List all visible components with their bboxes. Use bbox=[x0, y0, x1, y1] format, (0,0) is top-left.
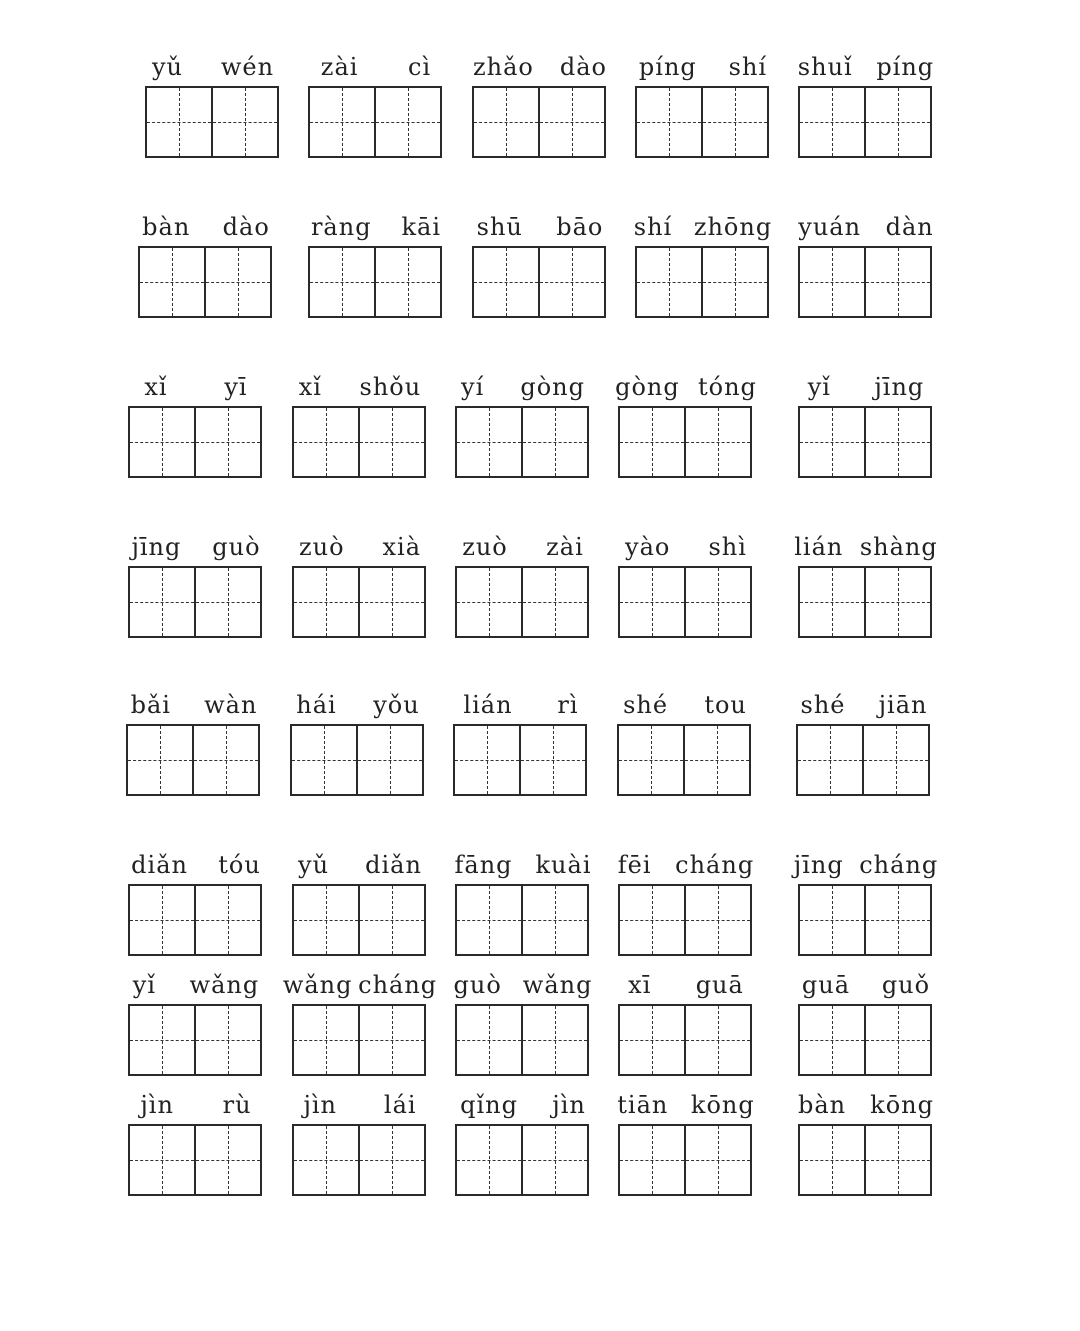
writing-grid bbox=[308, 246, 442, 318]
pinyin-syllable-1: bàn bbox=[142, 213, 191, 241]
tianzige-box[interactable] bbox=[800, 568, 864, 636]
word-item bbox=[798, 212, 934, 317]
writing-grid bbox=[455, 406, 589, 478]
pinyin-syllable-1: yào bbox=[625, 533, 671, 561]
pinyin-label bbox=[443, 532, 603, 562]
pinyin-syllable-2: dào bbox=[222, 213, 270, 241]
word-item bbox=[292, 850, 424, 955]
pinyin-syllable-2: tou bbox=[704, 691, 747, 719]
pinyin-label bbox=[786, 52, 946, 82]
pinyin-label bbox=[786, 970, 946, 1000]
writing-grid bbox=[455, 884, 589, 956]
pinyin-syllable-2: zài bbox=[546, 533, 584, 561]
tianzige-box[interactable] bbox=[374, 88, 440, 156]
pinyin-label bbox=[786, 212, 946, 242]
pinyin-syllable-2: wàn bbox=[204, 691, 258, 719]
tianzige-box[interactable] bbox=[457, 1006, 521, 1074]
writing-grid bbox=[798, 1004, 932, 1076]
tianzige-box[interactable] bbox=[310, 248, 374, 316]
tianzige-box[interactable] bbox=[194, 568, 260, 636]
pinyin-syllable-1: xǐ bbox=[144, 373, 168, 401]
pinyin-label bbox=[606, 970, 766, 1000]
tianzige-box[interactable] bbox=[800, 88, 864, 156]
pinyin-syllable-1: diǎn bbox=[131, 851, 188, 879]
pinyin-syllable-1: ràng bbox=[310, 213, 372, 241]
tianzige-box[interactable] bbox=[358, 886, 424, 954]
tianzige-box[interactable] bbox=[620, 1126, 684, 1194]
tianzige-box[interactable] bbox=[455, 726, 519, 794]
pinyin-syllable-2: kōng bbox=[690, 1091, 755, 1119]
word-item bbox=[453, 970, 593, 1075]
pinyin-label bbox=[786, 850, 946, 880]
pinyin-label bbox=[296, 52, 456, 82]
pinyin-syllable-1: zài bbox=[320, 53, 359, 81]
pinyin-label bbox=[786, 532, 946, 562]
writing-grid bbox=[635, 246, 769, 318]
tianzige-box[interactable] bbox=[294, 886, 358, 954]
tianzige-box[interactable] bbox=[864, 568, 930, 636]
writing-grid bbox=[292, 406, 426, 478]
pinyin-label bbox=[460, 212, 620, 242]
pinyin-label bbox=[133, 52, 293, 82]
tianzige-box[interactable] bbox=[194, 408, 260, 476]
pinyin-syllable-2: diǎn bbox=[365, 851, 422, 879]
pinyin-syllable-2: lái bbox=[383, 1091, 417, 1119]
writing-grid bbox=[292, 566, 426, 638]
tianzige-box[interactable] bbox=[684, 1006, 750, 1074]
tianzige-box[interactable] bbox=[800, 408, 864, 476]
pinyin-syllable-1: hái bbox=[296, 691, 337, 719]
word-item bbox=[308, 52, 440, 157]
pinyin-syllable-2: rù bbox=[222, 1091, 252, 1119]
word-item bbox=[455, 532, 587, 637]
tianzige-box[interactable] bbox=[457, 568, 521, 636]
word-item bbox=[618, 532, 750, 637]
word-item bbox=[472, 212, 604, 317]
tianzige-box[interactable] bbox=[310, 88, 374, 156]
word-item bbox=[794, 532, 938, 637]
writing-grid bbox=[128, 566, 262, 638]
tianzige-box[interactable] bbox=[620, 408, 684, 476]
tianzige-box[interactable] bbox=[294, 1006, 358, 1074]
pinyin-label bbox=[114, 690, 274, 720]
tianzige-box[interactable] bbox=[521, 1126, 587, 1194]
word-item bbox=[635, 52, 767, 157]
pinyin-syllable-2: yī bbox=[224, 373, 248, 401]
writing-grid bbox=[472, 86, 606, 158]
pinyin-label bbox=[606, 1090, 766, 1120]
pinyin-syllable-1: xǐ bbox=[298, 373, 322, 401]
tianzige-box[interactable] bbox=[620, 568, 684, 636]
pinyin-syllable-1: wǎng bbox=[282, 971, 353, 999]
pinyin-syllable-1: zuò bbox=[298, 533, 345, 561]
writing-grid bbox=[128, 884, 262, 956]
word-item bbox=[615, 372, 757, 477]
tianzige-box[interactable] bbox=[147, 88, 211, 156]
tianzige-box[interactable] bbox=[521, 568, 587, 636]
word-item bbox=[454, 850, 592, 955]
tianzige-box[interactable] bbox=[128, 726, 192, 794]
pinyin-syllable-2: yǒu bbox=[373, 691, 420, 719]
word-item bbox=[126, 690, 258, 795]
writing-grid bbox=[128, 406, 262, 478]
tianzige-box[interactable] bbox=[800, 1126, 864, 1194]
pinyin-syllable-2: jiān bbox=[878, 691, 928, 719]
pinyin-label bbox=[606, 532, 766, 562]
pinyin-syllable-1: yǔ bbox=[298, 851, 330, 879]
writing-grid bbox=[798, 566, 932, 638]
pinyin-syllable-2: xià bbox=[382, 533, 422, 561]
pinyin-syllable-2: wǎng bbox=[189, 971, 260, 999]
tianzige-box[interactable] bbox=[356, 726, 422, 794]
pinyin-label bbox=[126, 212, 286, 242]
pinyin-label bbox=[280, 372, 440, 402]
pinyin-label bbox=[443, 1090, 603, 1120]
pinyin-syllable-2: wén bbox=[220, 53, 275, 81]
tianzige-box[interactable] bbox=[194, 1006, 260, 1074]
word-item bbox=[145, 52, 277, 157]
tianzige-box[interactable] bbox=[211, 88, 277, 156]
tianzige-box[interactable] bbox=[538, 88, 604, 156]
pinyin-syllable-1: píng bbox=[638, 53, 697, 81]
tianzige-box[interactable] bbox=[800, 886, 864, 954]
word-item bbox=[618, 970, 750, 1075]
word-item bbox=[797, 52, 935, 157]
word-item bbox=[128, 850, 260, 955]
pinyin-syllable-2: guǒ bbox=[881, 971, 931, 999]
tianzige-box[interactable] bbox=[521, 886, 587, 954]
pinyin-syllable-1: shí bbox=[633, 213, 673, 241]
writing-grid bbox=[618, 406, 752, 478]
tianzige-box[interactable] bbox=[140, 248, 204, 316]
pinyin-label bbox=[786, 1090, 946, 1120]
pinyin-syllable-2: píng bbox=[876, 53, 935, 81]
writing-grid bbox=[618, 1004, 752, 1076]
tianzige-box[interactable] bbox=[864, 408, 930, 476]
word-item bbox=[633, 212, 773, 317]
pinyin-syllable-2: zhōng bbox=[693, 213, 773, 241]
pinyin-syllable-1: yǐ bbox=[807, 373, 831, 401]
tianzige-box[interactable] bbox=[457, 408, 521, 476]
tianzige-box[interactable] bbox=[474, 248, 538, 316]
word-item bbox=[617, 850, 755, 955]
writing-grid bbox=[290, 724, 424, 796]
writing-grid bbox=[798, 406, 932, 478]
tianzige-box[interactable] bbox=[620, 1006, 684, 1074]
tianzige-box[interactable] bbox=[474, 88, 538, 156]
word-item bbox=[128, 970, 260, 1075]
tianzige-box[interactable] bbox=[684, 886, 750, 954]
writing-grid bbox=[798, 1124, 932, 1196]
pinyin-syllable-2: rì bbox=[557, 691, 579, 719]
tianzige-box[interactable] bbox=[292, 726, 356, 794]
tianzige-box[interactable] bbox=[637, 248, 701, 316]
tianzige-box[interactable] bbox=[130, 886, 194, 954]
writing-grid bbox=[618, 1124, 752, 1196]
tianzige-box[interactable] bbox=[358, 1126, 424, 1194]
tianzige-box[interactable] bbox=[864, 88, 930, 156]
tianzige-box[interactable] bbox=[294, 568, 358, 636]
tianzige-box[interactable] bbox=[521, 1006, 587, 1074]
pinyin-syllable-2: dào bbox=[559, 53, 607, 81]
pinyin-syllable-2: jìn bbox=[552, 1091, 586, 1119]
pinyin-label bbox=[441, 690, 601, 720]
word-item bbox=[128, 1090, 260, 1195]
word-item bbox=[798, 1090, 934, 1195]
pinyin-label bbox=[116, 532, 276, 562]
pinyin-syllable-1: zhǎo bbox=[473, 53, 534, 81]
pinyin-syllable-1: fēi bbox=[617, 851, 652, 879]
tianzige-box[interactable] bbox=[130, 408, 194, 476]
pinyin-syllable-1: yǐ bbox=[132, 971, 156, 999]
tianzige-box[interactable] bbox=[358, 568, 424, 636]
pinyin-syllable-1: guā bbox=[801, 971, 851, 999]
word-item bbox=[617, 690, 749, 795]
pinyin-syllable-1: shé bbox=[623, 691, 669, 719]
pinyin-label bbox=[606, 850, 766, 880]
pinyin-syllable-1: shū bbox=[476, 213, 523, 241]
writing-grid bbox=[292, 1004, 426, 1076]
word-item bbox=[128, 532, 260, 637]
pinyin-label bbox=[116, 850, 276, 880]
writing-grid bbox=[128, 1004, 262, 1076]
writing-grid bbox=[292, 1124, 426, 1196]
pinyin-syllable-2: jīng bbox=[874, 373, 925, 401]
pinyin-syllable-2: guā bbox=[695, 971, 744, 999]
pinyin-label bbox=[784, 690, 944, 720]
writing-grid bbox=[618, 884, 752, 956]
pinyin-syllable-1: jìn bbox=[140, 1091, 174, 1119]
word-item bbox=[793, 850, 939, 955]
pinyin-syllable-2: shǒu bbox=[359, 373, 422, 401]
pinyin-syllable-2: cháng bbox=[675, 851, 755, 879]
pinyin-syllable-1: lián bbox=[463, 691, 513, 719]
writing-grid bbox=[308, 86, 442, 158]
writing-grid bbox=[618, 566, 752, 638]
writing-grid bbox=[455, 566, 589, 638]
pinyin-syllable-1: shé bbox=[800, 691, 846, 719]
tianzige-box[interactable] bbox=[864, 248, 930, 316]
tianzige-box[interactable] bbox=[294, 1126, 358, 1194]
word-item bbox=[455, 1090, 587, 1195]
tianzige-box[interactable] bbox=[637, 88, 701, 156]
pinyin-syllable-1: tiān bbox=[617, 1091, 669, 1119]
word-item bbox=[796, 690, 928, 795]
writing-grid bbox=[798, 884, 932, 956]
word-item bbox=[292, 372, 424, 477]
tianzige-box[interactable] bbox=[800, 1006, 864, 1074]
pinyin-label bbox=[623, 212, 783, 242]
pinyin-syllable-1: yí bbox=[461, 373, 485, 401]
tianzige-box[interactable] bbox=[457, 1126, 521, 1194]
writing-grid bbox=[617, 724, 751, 796]
tianzige-box[interactable] bbox=[862, 726, 928, 794]
writing-grid bbox=[798, 246, 932, 318]
tianzige-box[interactable] bbox=[130, 1126, 194, 1194]
tianzige-box[interactable] bbox=[683, 726, 749, 794]
pinyin-label bbox=[280, 1090, 440, 1120]
tianzige-box[interactable] bbox=[684, 408, 750, 476]
pinyin-syllable-1: yuán bbox=[798, 213, 862, 241]
word-item bbox=[472, 52, 607, 157]
pinyin-label bbox=[280, 970, 440, 1000]
pinyin-label bbox=[460, 52, 620, 82]
word-item bbox=[453, 690, 585, 795]
tianzige-box[interactable] bbox=[620, 886, 684, 954]
tianzige-box[interactable] bbox=[800, 248, 864, 316]
pinyin-label bbox=[280, 532, 440, 562]
tianzige-box[interactable] bbox=[204, 248, 270, 316]
pinyin-syllable-1: jìn bbox=[303, 1091, 338, 1119]
writing-grid bbox=[635, 86, 769, 158]
pinyin-syllable-2: gòng bbox=[520, 373, 585, 401]
pinyin-label bbox=[116, 1090, 276, 1120]
pinyin-label bbox=[443, 372, 603, 402]
tianzige-box[interactable] bbox=[619, 726, 683, 794]
pinyin-syllable-1: yǔ bbox=[151, 53, 183, 81]
pinyin-syllable-2: dàn bbox=[885, 213, 934, 241]
tianzige-box[interactable] bbox=[194, 886, 260, 954]
pinyin-syllable-1: fāng bbox=[454, 851, 513, 879]
writing-grid bbox=[292, 884, 426, 956]
pinyin-syllable-1: lián bbox=[794, 533, 844, 561]
pinyin-syllable-2: tóng bbox=[697, 373, 757, 401]
pinyin-label bbox=[605, 690, 765, 720]
writing-grid bbox=[126, 724, 260, 796]
pinyin-syllable-1: jīng bbox=[131, 533, 182, 561]
tianzige-box[interactable] bbox=[374, 248, 440, 316]
tianzige-box[interactable] bbox=[519, 726, 585, 794]
tianzige-box[interactable] bbox=[538, 248, 604, 316]
word-item bbox=[455, 372, 587, 477]
pinyin-syllable-1: bàn bbox=[798, 1091, 847, 1119]
pinyin-label bbox=[296, 212, 456, 242]
word-item bbox=[292, 532, 424, 637]
word-item bbox=[138, 212, 270, 317]
writing-grid bbox=[472, 246, 606, 318]
tianzige-box[interactable] bbox=[684, 1126, 750, 1194]
writing-grid bbox=[455, 1004, 589, 1076]
pinyin-label bbox=[443, 970, 603, 1000]
word-item bbox=[292, 1090, 424, 1195]
pinyin-label bbox=[623, 52, 783, 82]
pinyin-syllable-1: bǎi bbox=[130, 691, 171, 719]
pinyin-syllable-2: kōng bbox=[870, 1091, 934, 1119]
pinyin-syllable-1: guò bbox=[453, 971, 502, 999]
pinyin-syllable-2: kāi bbox=[401, 213, 442, 241]
word-item bbox=[798, 970, 930, 1075]
pinyin-syllable-2: shí bbox=[728, 53, 768, 81]
pinyin-syllable-2: shì bbox=[708, 533, 747, 561]
tianzige-box[interactable] bbox=[864, 886, 930, 954]
writing-grid bbox=[145, 86, 279, 158]
tianzige-box[interactable] bbox=[130, 1006, 194, 1074]
word-item bbox=[617, 1090, 755, 1195]
pinyin-syllable-2: cháng bbox=[358, 971, 438, 999]
word-item bbox=[282, 970, 438, 1075]
pinyin-label bbox=[786, 372, 946, 402]
word-item bbox=[290, 690, 422, 795]
pinyin-syllable-1: jīng bbox=[793, 851, 844, 879]
pinyin-syllable-1: gòng bbox=[615, 373, 680, 401]
tianzige-box[interactable] bbox=[192, 726, 258, 794]
pinyin-label bbox=[116, 372, 276, 402]
writing-grid bbox=[798, 86, 932, 158]
tianzige-box[interactable] bbox=[701, 248, 767, 316]
tianzige-box[interactable] bbox=[684, 568, 750, 636]
tianzige-box[interactable] bbox=[864, 1006, 930, 1074]
tianzige-box[interactable] bbox=[194, 1126, 260, 1194]
tianzige-box[interactable] bbox=[294, 408, 358, 476]
pinyin-syllable-2: tóu bbox=[218, 851, 261, 879]
pinyin-syllable-2: kuài bbox=[535, 851, 592, 879]
tianzige-box[interactable] bbox=[130, 568, 194, 636]
tianzige-box[interactable] bbox=[798, 726, 862, 794]
tianzige-box[interactable] bbox=[701, 88, 767, 156]
pinyin-label bbox=[116, 970, 276, 1000]
pinyin-label bbox=[280, 850, 440, 880]
pinyin-syllable-1: shuǐ bbox=[797, 53, 853, 81]
pinyin-label bbox=[443, 850, 603, 880]
pinyin-syllable-2: shàng bbox=[859, 533, 938, 561]
writing-grid bbox=[455, 1124, 589, 1196]
tianzige-box[interactable] bbox=[358, 408, 424, 476]
word-item bbox=[308, 212, 440, 317]
pinyin-syllable-2: cì bbox=[408, 53, 432, 81]
tianzige-box[interactable] bbox=[521, 408, 587, 476]
writing-grid bbox=[453, 724, 587, 796]
pinyin-syllable-1: qǐng bbox=[460, 1091, 518, 1119]
word-item bbox=[798, 372, 930, 477]
word-item bbox=[128, 372, 260, 477]
pinyin-label bbox=[606, 372, 766, 402]
pinyin-syllable-2: guò bbox=[212, 533, 261, 561]
writing-grid bbox=[128, 1124, 262, 1196]
pinyin-syllable-2: bāo bbox=[556, 213, 604, 241]
pinyin-syllable-1: zuò bbox=[462, 533, 508, 561]
tianzige-box[interactable] bbox=[358, 1006, 424, 1074]
pinyin-syllable-2: wǎng bbox=[522, 971, 593, 999]
writing-grid bbox=[796, 724, 930, 796]
writing-grid bbox=[138, 246, 272, 318]
tianzige-box[interactable] bbox=[864, 1126, 930, 1194]
pinyin-syllable-2: cháng bbox=[859, 851, 939, 879]
pinyin-syllable-1: xī bbox=[628, 971, 652, 999]
tianzige-box[interactable] bbox=[457, 886, 521, 954]
pinyin-label bbox=[278, 690, 438, 720]
